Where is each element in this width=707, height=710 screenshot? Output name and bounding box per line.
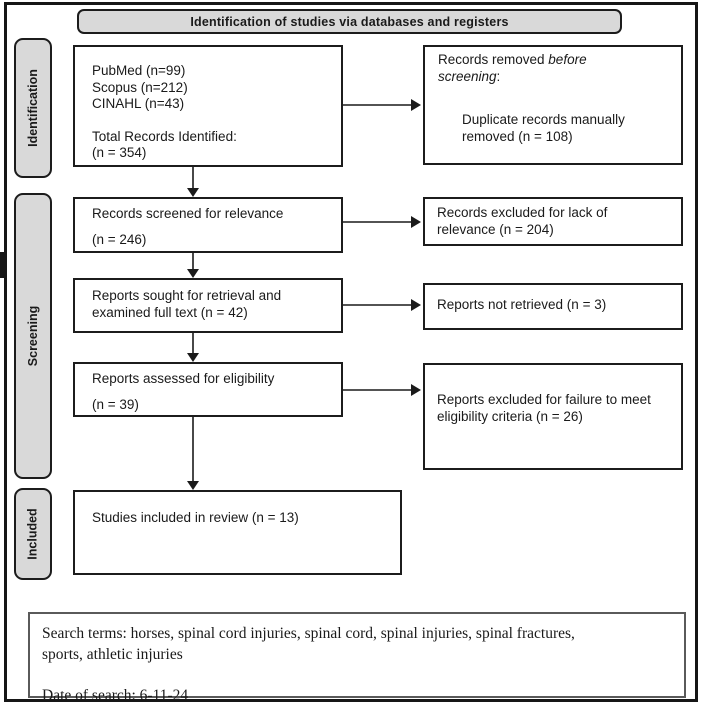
total-records-label: Total Records Identified: xyxy=(92,128,237,144)
reports-excluded-eligibility-text: Reports excluded for failure to meet eligibility criteria (n = 26) xyxy=(437,392,651,424)
box-reports-sought xyxy=(73,278,343,333)
box-studies-included xyxy=(73,490,402,575)
reports-assessed-count: (n = 39) xyxy=(92,396,139,412)
stage-label-identification: Identification xyxy=(26,69,40,147)
box-reports-assessed xyxy=(73,362,343,417)
diagram-title: Identification of studies via databases and registers xyxy=(190,14,509,29)
duplicates-removed-text: Duplicate records manually removed (n = 108) xyxy=(462,112,625,144)
removed-before-screening-title xyxy=(438,52,623,85)
database-count-pubmed: PubMed (n=99) xyxy=(92,63,186,78)
box-records-screened xyxy=(73,197,343,253)
studies-included-text: Studies included in review (n = 13) xyxy=(92,510,299,525)
box-records-identified xyxy=(73,45,343,167)
box-reports-not-retrieved xyxy=(423,283,683,330)
database-count-scopus: Scopus (n=212) xyxy=(92,79,188,95)
reports-not-retrieved-text: Reports not retrieved (n = 3) xyxy=(437,297,607,312)
stage-bar-screening xyxy=(14,193,52,479)
search-terms-box xyxy=(28,612,686,704)
box-records-excluded xyxy=(423,197,683,246)
reports-sought-text: Reports sought for retrieval and examined full text (n = 42) xyxy=(92,288,282,320)
search-terms-text: Search terms: horses, spinal cord injuries, spinal cord, spinal injuries, spinal fractures, sports, athletic injuries xyxy=(42,625,575,663)
stage-bar-included xyxy=(14,488,52,580)
records-screened-count: (n = 246) xyxy=(92,231,147,247)
spacer xyxy=(92,113,331,129)
stage-label-screening: Screening xyxy=(26,305,40,367)
records-excluded-text: Records excluded for lack of relevance (n = 204) xyxy=(437,205,608,237)
date-of-search-text: Date of search: 6-11-24 xyxy=(42,687,189,704)
records-screened-text: Records screened for relevance xyxy=(92,206,284,221)
reports-assessed-text: Reports assessed for eligibility xyxy=(92,371,275,386)
title-prefix: Records removed xyxy=(438,52,549,67)
title-suffix: : xyxy=(496,68,501,84)
stage-bar-identification xyxy=(14,38,52,178)
title-italic: before screening xyxy=(438,52,587,84)
total-records-value: (n = 354) xyxy=(92,145,147,160)
frame-notch xyxy=(0,252,6,278)
stage-label-included: Included xyxy=(26,508,40,560)
diagram-header xyxy=(77,9,622,34)
box-reports-excluded-eligibility xyxy=(423,363,683,470)
database-count-cinahl: CINAHL (n=43) xyxy=(92,96,185,111)
box-records-removed-before-screening xyxy=(423,45,683,165)
